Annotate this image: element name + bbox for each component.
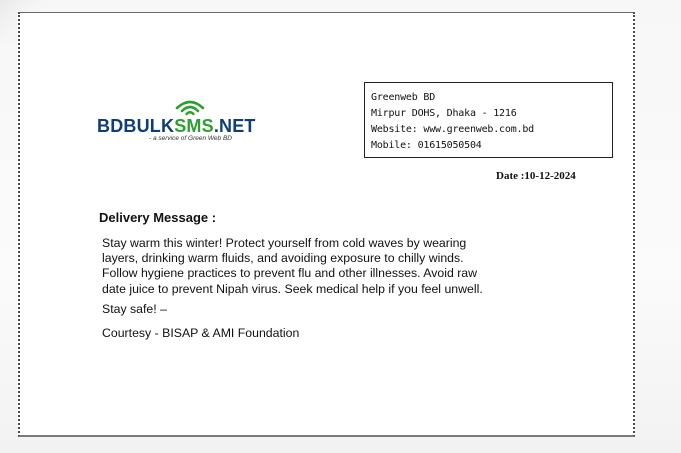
message-line: layers, drinking warm fluids, and avoiding exposure to chilly winds. — [102, 251, 464, 266]
logo-text-sms: SMS — [174, 116, 214, 136]
message-line: Follow hygiene practices to prevent flu and other illnesses. Avoid raw — [102, 266, 478, 281]
message-heading: Delivery Message : — [99, 210, 217, 225]
message-line: Stay warm this winter! Protect yourself from cold waves by wearing — [102, 236, 467, 250]
logo-tagline: - a service of Green Web BD — [149, 135, 232, 142]
logo-text-bulk: BULK — [123, 116, 175, 136]
address-website: Website: www.greenweb.com.bd — [371, 124, 534, 135]
logo-text-bd: BD — [97, 116, 124, 136]
address-mobile: Mobile: 01615050504 — [371, 140, 482, 151]
message-closing: Stay safe! – — [102, 302, 167, 316]
logo-wordmark — [97, 116, 256, 136]
company-logo — [97, 102, 277, 144]
message-courtesy: Courtesy - BISAP & AMI Foundation — [102, 326, 300, 340]
sender-address-box — [364, 82, 613, 158]
logo-text-net: .NET — [213, 116, 256, 136]
message-body — [102, 236, 622, 297]
address-location: Mirpur DOHS, Dhaka - 1216 — [371, 108, 517, 119]
address-company: Greenweb BD — [371, 92, 436, 103]
message-line: date juice to prevent Nipah virus. Seek medical help if you feel unwell. — [102, 281, 483, 296]
wifi-signal-icon — [174, 98, 206, 116]
document-date: Date :10-12-2024 — [496, 170, 576, 182]
